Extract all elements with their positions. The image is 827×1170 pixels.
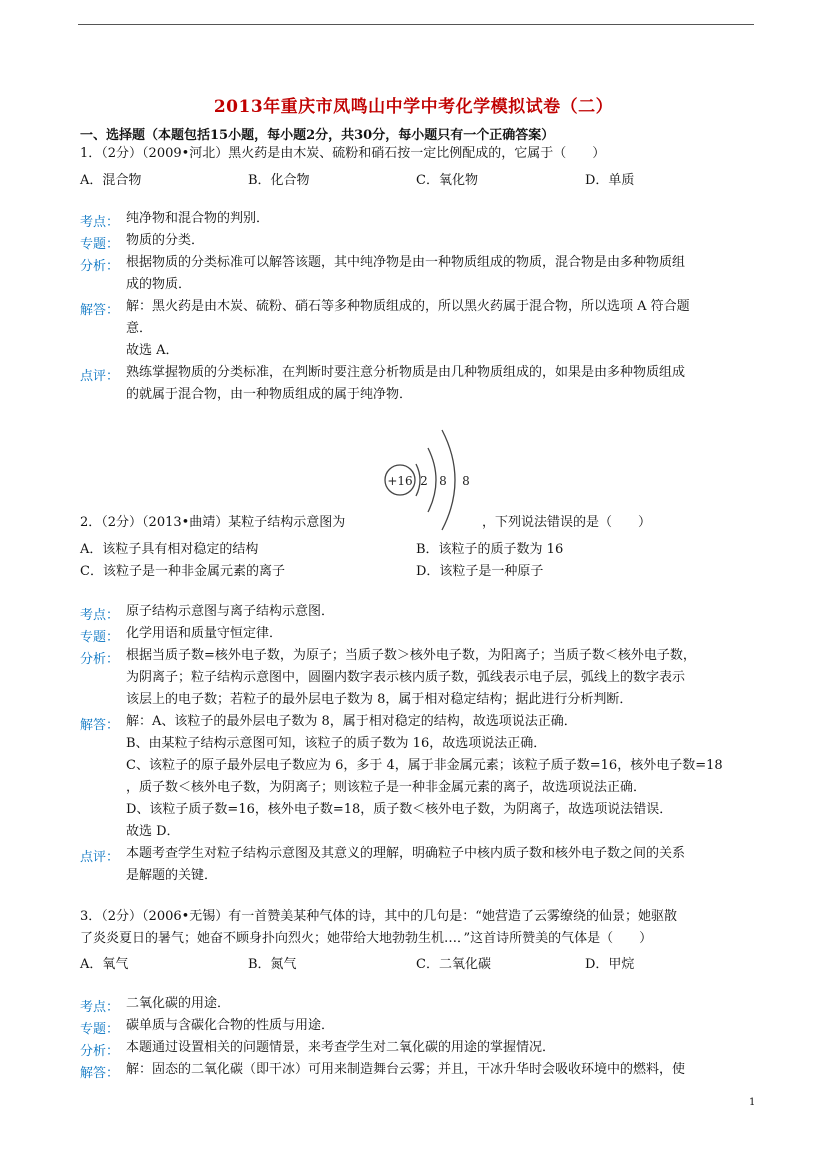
- q2-fenxi-line: 该层上的电子数；若粒子的最外层电子数为 8，属于相对稳定结构；据此进行分析判断．: [126, 692, 633, 707]
- q1-jieda-line: 解：黑火药是由木炭、硫粉、硝石等多种物质组成的，所以黑火药属于混合物，所以选项 A 符合题: [126, 299, 690, 314]
- q3-zhuanti-label: 专题：: [80, 1022, 120, 1037]
- q2-jieda: [126, 711, 723, 843]
- header-rule: [78, 24, 754, 25]
- q3-option-c: C．二氧化碳: [416, 957, 491, 972]
- q1-option-d: D．单质: [585, 173, 635, 188]
- q1-option-b: B．化合物: [248, 173, 310, 188]
- q2-zhuanti-label: 专题：: [80, 630, 120, 645]
- q1-option-c: C．氧化物: [416, 173, 478, 188]
- q3-option-a: A．氧气: [80, 957, 129, 972]
- q1-fenxi-line: 成的物质．: [126, 277, 192, 292]
- page-number: 1: [749, 1097, 756, 1108]
- q2-dianping-line: 本题考查学生对粒子结构示意图及其意义的理解，明确粒子中核内质子数和核外电子数之间的关系: [126, 846, 686, 861]
- q3-zhuanti: 碳单质与含碳化合物的性质与用途．: [126, 1018, 335, 1033]
- q1-option-a: A．混合物: [80, 173, 142, 188]
- q3-fenxi-label: 分析：: [80, 1044, 120, 1059]
- q3-stem-line1: 3．（2分）（2006•无锡）有一首赞美某种气体的诗，其中的几句是：“她营造了云雾缭绕的仙景；她驱散: [80, 909, 677, 924]
- q2-fenxi-label: 分析：: [80, 652, 120, 667]
- shell-arc-2: [428, 448, 436, 512]
- q2-dianping-label: 点评：: [80, 850, 120, 865]
- q1-kaodian-label: 考点：: [80, 215, 120, 230]
- q2-fenxi-line: 根据当质子数=核外电子数，为原子；当质子数＞核外电子数，为阳离子；当质子数＜核外电子数，: [126, 648, 696, 663]
- q2-option-a: A．该粒子具有相对稳定的结构: [80, 542, 259, 557]
- atom-structure-diagram: [380, 428, 490, 538]
- q3-jieda-label: 解答：: [80, 1066, 120, 1081]
- q2-stem-start: 2．（2分）（2013•曲靖）某粒子结构示意图为: [80, 515, 346, 530]
- q2-dianping: [126, 843, 685, 887]
- q1-jieda-line: 意．: [126, 321, 153, 336]
- q1-fenxi-line: 根据物质的分类标准可以解答该题，其中纯净物是由一种物质组成的物质，混合物是由多种物质组: [126, 255, 686, 270]
- q3-kaodian-label: 考点：: [80, 1000, 120, 1015]
- nucleus-charge: +16: [387, 474, 413, 488]
- q1-dianping-line: 熟练掌握物质的分类标准，在判断时要注意分析物质是由几种物质组成的，如果是由多种物质组成: [126, 365, 686, 380]
- q2-jieda-line: ，质子数＜核外电子数，为阴离子；则该粒子是一种非金属元素的离子，故选项说法正确．: [126, 780, 647, 795]
- q3-stem-line2: 了炎炎夏日的暑气；她奋不顾身扑向烈火；她带给大地勃勃生机…．”这首诗所赞美的气体是（ ）: [80, 931, 653, 946]
- q2-kaodian-label: 考点：: [80, 608, 120, 623]
- q3-option-d: D．甲烷: [585, 957, 635, 972]
- section-heading: 一、选择题（本题包括15小题，每小题2分，共30分，每小题只有一个正确答案）: [80, 128, 555, 143]
- q1-jieda: [126, 296, 690, 362]
- q1-zhuanti: 物质的分类．: [126, 233, 205, 248]
- q1-jieda-line: 故选 A．: [126, 343, 179, 358]
- q2-jieda-line: 解：A、该粒子的最外层电子数为 8，属于相对稳定的结构，故选项说法正确．: [126, 714, 577, 729]
- q2-jieda-line: 故选 D．: [126, 824, 180, 839]
- shell-electrons-3: 8: [462, 474, 470, 488]
- q2-zhuanti: 化学用语和质量守恒定律．: [126, 626, 283, 641]
- q2-option-c: C．该粒子是一种非金属元素的离子: [80, 564, 285, 579]
- q1-jieda-label: 解答：: [80, 303, 120, 318]
- q2-jieda-line: C、该粒子的原子最外层电子数应为 6，多于 4，属于非金属元素；该粒子质子数=16，核外电子数=18: [126, 758, 723, 773]
- q1-zhuanti-label: 专题：: [80, 237, 120, 252]
- q2-option-b: B．该粒子的质子数为 16: [416, 542, 564, 557]
- q3-kaodian: 二氧化碳的用途．: [126, 996, 231, 1011]
- page-title: 2013年重庆市凤鸣山中学中考化学模拟试卷（二）: [213, 97, 614, 117]
- q1-kaodian: 纯净物和混合物的判别．: [126, 211, 270, 226]
- q1-dianping-line: 的就属于混合物，由一种物质组成的属于纯净物．: [126, 387, 413, 402]
- q2-fenxi: [126, 645, 696, 711]
- q2-jieda-line: D、该粒子质子数=16，核外电子数=18，质子数＜核外电子数，为阴离子，故选项说法错误．: [126, 802, 673, 817]
- q1-fenxi: [126, 252, 685, 296]
- q3-jieda: 解：固态的二氧化碳（即干冰）可用来制造舞台云雾；并且，干冰升华时会吸收环境中的燃料，使: [126, 1062, 686, 1077]
- q1-fenxi-label: 分析：: [80, 259, 120, 274]
- q1-dianping: [126, 362, 685, 406]
- shell-electrons-2: 8: [439, 474, 447, 488]
- q2-jieda-label: 解答：: [80, 718, 120, 733]
- q3-option-b: B．氮气: [248, 957, 297, 972]
- q3-fenxi: 本题通过设置相关的问题情景，来考查学生对二氧化碳的用途的掌握情况．: [126, 1040, 556, 1055]
- q1-dianping-label: 点评：: [80, 369, 120, 384]
- q2-fenxi-line: 为阴离子；粒子结构示意图中，圆圈内数字表示核内质子数，弧线表示电子层，弧线上的数字表示: [126, 670, 686, 685]
- shell-electrons-1: 2: [420, 474, 428, 488]
- q2-kaodian: 原子结构示意图与离子结构示意图．: [126, 604, 335, 619]
- q2-jieda-line: B、由某粒子结构示意图可知，该粒子的质子数为 16，故选项说法正确．: [126, 736, 547, 751]
- q1-stem: 1．（2分）（2009•河北）黑火药是由木炭、硫粉和硝石按一定比例配成的，它属于（ ）: [80, 146, 606, 161]
- q2-stem-end: ，下列说法错误的是（ ）: [482, 515, 652, 530]
- q2-dianping-line: 是解题的关键．: [126, 868, 218, 883]
- q2-option-d: D．该粒子是一种原子: [416, 564, 544, 579]
